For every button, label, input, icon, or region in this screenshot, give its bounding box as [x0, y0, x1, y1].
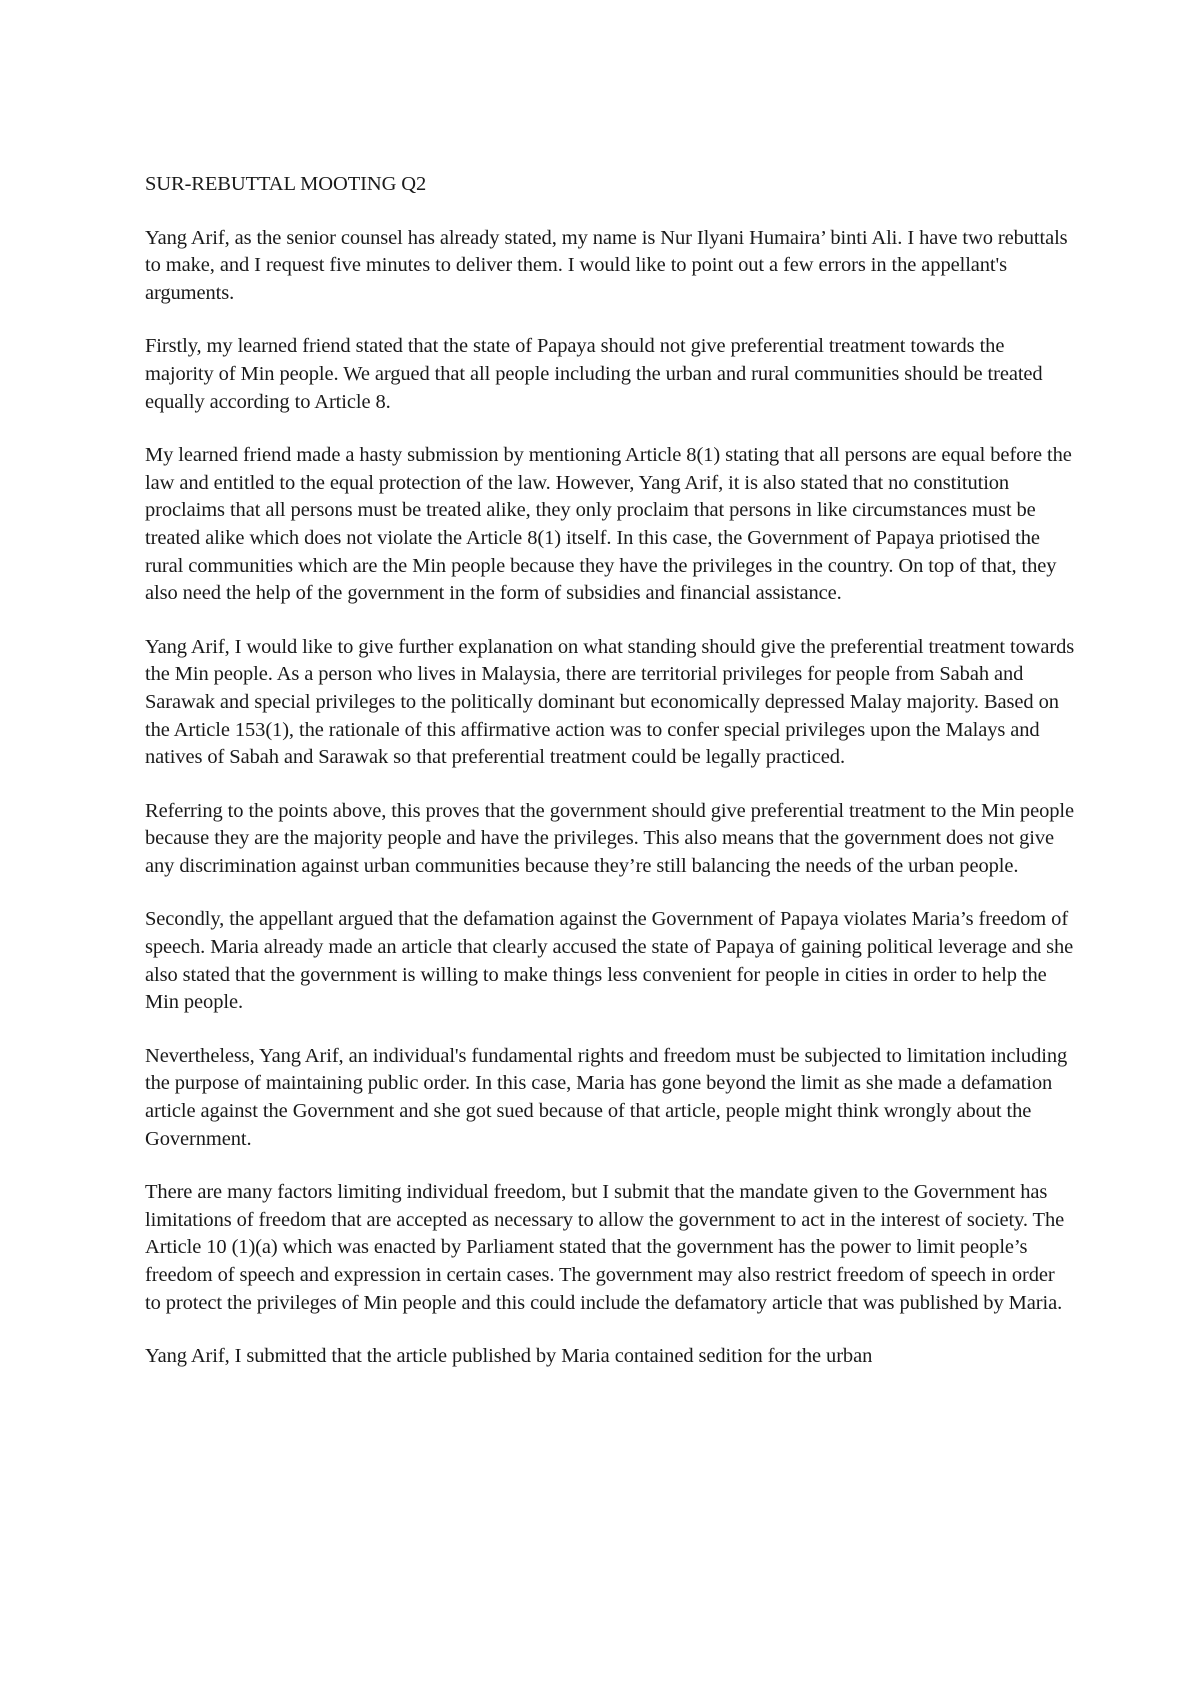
paragraph-limitation: Nevertheless, Yang Arif, an individual's fundamental rights and freedom must be subjected to limitation including the purpose of maintaining public order. In this case, Maria has gone beyond the limit as she made a defamation article against the Government and she got sued because of that article, people might think wrongly about the Government. [145, 1044, 1068, 1150]
paragraph-article-8: My learned friend made a hasty submission by mentioning Article 8(1) stating that all persons are equal before the law and entitled to the equal protection of the law. However, Yang Arif, it is also stated that no constitution proclaims that all persons must be treated alike, they only proclaim that persons in like circumstances must be treated alike which does not violate the Article 8(1) itself. In this case, the Government of Papaya priotised the rural communities which are the Min people because they have the privileges in the country. On top of that, they also need the help of the government in the form of subsidies and financial assistance. [145, 444, 1072, 605]
paragraph-article-10: There are many factors limiting individual freedom, but I submit that the mandate given to the Government has limitations of freedom that are accepted as necessary to allow the government to act in the interest of society. The Article 10 (1)(a) which was enacted by Parliament stated that the government has the power to limit people’s freedom of speech and expression in certain cases. The government may also restrict freedom of speech in order to protect the privileges of Min people and this could include the defamatory article that was published by Maria. [145, 1181, 1065, 1314]
paragraph-sedition: Yang Arif, I submitted that the article published by Maria contained sedition for the urban [145, 1345, 873, 1368]
paragraph-intro: Yang Arif, as the senior counsel has already stated, my name is Nur Ilyani Humaira’ binti Ali. I have two rebuttals to make, and I request five minutes to deliver them. I would like to point out a few errors in the appellant's arguments. [145, 226, 1068, 304]
paragraph-second-rebuttal: Secondly, the appellant argued that the defamation against the Government of Papaya violates Maria’s freedom of speech. Maria already made an article that clearly accused the state of Papaya of gaining political leverage and she also stated that the government is willing to make things less convenient for people in cities in order to help the Min people. [145, 908, 1074, 1014]
paragraph-conclusion-first: Referring to the points above, this proves that the government should give preferential treatment to the Min people because they are the majority people and have the privileges. This also means that the government does not give any discrimination against urban communities because they’re still balancing the needs of the urban people. [145, 799, 1074, 877]
paragraph-article-153: Yang Arif, I would like to give further explanation on what standing should give the preferential treatment towards the Min people. As a person who lives in Malaysia, there are territorial privileges for people from Sabah and Sarawak and special privileges to the politically dominant but economically depressed Malay majority. Based on the Article 153(1), the rationale of this affirmative action was to confer special privileges upon the Malays and natives of Sabah and Sarawak so that preferential treatment could be legally practiced. [145, 635, 1075, 769]
paragraph-first-rebuttal: Firstly, my learned friend stated that the state of Papaya should not give preferential treatment towards the majority of Min people. We argued that all people including the urban and rural communities should be treated equally according to Article 8. [145, 335, 1043, 413]
document-body [145, 171, 1075, 1371]
document-title: SUR-REBUTTAL MOOTING Q2 [145, 173, 427, 195]
